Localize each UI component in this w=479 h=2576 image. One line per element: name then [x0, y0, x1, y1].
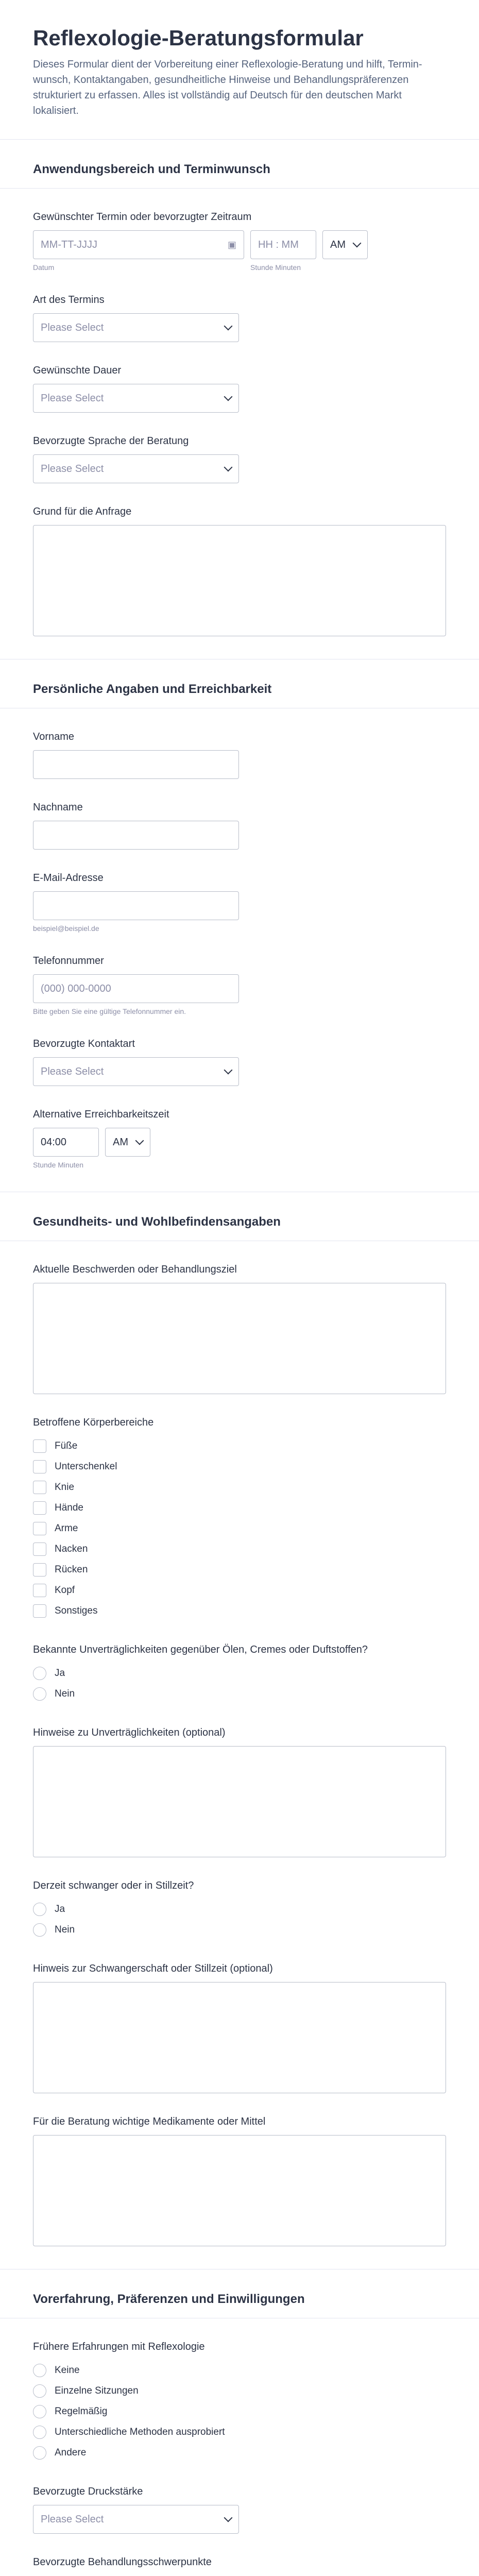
schwanger-hinweis-label: Hinweis zur Schwangerschaft oder Stillzeit (optional) — [33, 1963, 273, 1975]
option-label: Ja — [55, 1668, 65, 1679]
checkbox[interactable] — [33, 1543, 46, 1556]
radio-button[interactable] — [33, 1687, 46, 1701]
checkbox-option[interactable] — [33, 1518, 446, 1539]
dauer-label: Gewünschte Dauer — [33, 365, 122, 377]
erreichbarkeit-ampm: AM — [113, 1136, 128, 1148]
radio-option[interactable] — [33, 2422, 446, 2443]
radio-button[interactable] — [33, 2384, 46, 2398]
appointment-label: Gewünschter Termin oder bevorzugter Zeitraum — [33, 211, 252, 223]
unvertraeglich-hinweis-label: Hinweise zu Unverträglichkeiten (optional) — [33, 1727, 226, 1739]
dauer-select[interactable] — [33, 384, 239, 413]
option-label: Knie — [55, 1482, 75, 1493]
option-label: Hände — [55, 1502, 83, 1514]
time-sublabel: Stunde Minuten — [250, 263, 301, 272]
kontakt-label: Bevorzugte Kontaktart — [33, 1038, 135, 1050]
unvertraeglich-hinweis-field — [0, 1727, 479, 1857]
radio-button[interactable] — [33, 2364, 46, 2377]
radio-option[interactable] — [33, 1920, 446, 1940]
checkbox-option[interactable] — [33, 1498, 446, 1518]
erfahrung-field — [0, 2341, 479, 2463]
option-label: Rücken — [55, 1564, 88, 1575]
checkbox[interactable] — [33, 1501, 46, 1515]
koerper-label: Betroffene Körperbereiche — [33, 1417, 154, 1429]
sprache-field — [0, 435, 479, 483]
appointment-field — [0, 211, 479, 272]
erreichbarkeit-time: 04:00 — [41, 1136, 67, 1148]
unvertraeglich-field — [0, 1644, 479, 1704]
radio-button[interactable] — [33, 1903, 46, 1916]
chevron-down-icon — [224, 322, 233, 331]
option-label: Unterschenkel — [55, 1461, 117, 1472]
beschwerden-field — [0, 1264, 479, 1394]
radio-button[interactable] — [33, 2426, 46, 2439]
checkbox[interactable] — [33, 1563, 46, 1577]
nachname-field — [0, 802, 479, 850]
nachname-input[interactable] — [33, 821, 239, 850]
radio-option[interactable] — [33, 1899, 446, 1920]
telefon-field — [0, 955, 479, 1015]
section-heading-3: Gesundheits- und Wohlbefindensangaben — [33, 1215, 281, 1229]
dauer-placeholder: Please Select — [41, 392, 104, 404]
art-field — [0, 294, 479, 342]
vorname-field — [0, 731, 479, 779]
druck-placeholder: Please Select — [41, 2513, 104, 2525]
erreichbarkeit-label: Alternative Erreichbarkeitszeit — [33, 1109, 169, 1121]
chevron-down-icon — [224, 1066, 233, 1075]
erreichbarkeit-sublabel: Stunde Minuten — [33, 1161, 84, 1170]
kontakt-select[interactable] — [33, 1057, 239, 1086]
option-label: Ja — [55, 1904, 65, 1915]
grund-textarea[interactable] — [33, 525, 446, 636]
schwanger-hinweis-field — [0, 1963, 479, 2093]
option-label: Einzelne Sitzungen — [55, 2385, 139, 2397]
email-sublabel: beispiel@beispiel.de — [33, 924, 99, 933]
ampm-select[interactable] — [322, 230, 368, 259]
ampm-value: AM — [330, 239, 346, 250]
email-field — [0, 872, 479, 933]
vorname-label: Vorname — [33, 731, 75, 743]
section-heading-2: Persönliche Angaben und Erreichbarkeit — [33, 682, 272, 697]
schwanger-field — [0, 1880, 479, 1940]
time-placeholder: HH : MM — [258, 239, 299, 250]
telefon-input[interactable] — [33, 974, 239, 1003]
kontakt-field — [0, 1038, 479, 1086]
grund-field — [0, 506, 479, 636]
email-input[interactable] — [33, 891, 239, 920]
option-label: Arme — [55, 1523, 78, 1534]
medikamente-field — [0, 2116, 479, 2246]
email-label: E-Mail-Adresse — [33, 872, 104, 884]
checkbox[interactable] — [33, 1439, 46, 1453]
option-label: Nein — [55, 1688, 75, 1700]
druck-field — [0, 2486, 479, 2534]
chevron-down-icon — [135, 1137, 144, 1145]
checkbox-option[interactable] — [33, 1539, 446, 1560]
checkbox-option[interactable] — [33, 1477, 446, 1498]
checkbox[interactable] — [33, 1604, 46, 1618]
section-divider — [0, 188, 479, 189]
druck-label: Bevorzugte Druckstärke — [33, 2486, 143, 2498]
checkbox-option[interactable] — [33, 1436, 446, 1456]
option-label: Sonstiges — [55, 1605, 98, 1617]
radio-option[interactable] — [33, 2360, 446, 2381]
option-label: Regelmäßig — [55, 2406, 108, 2417]
sprache-label: Bevorzugte Sprache der Beratung — [33, 435, 189, 447]
schwerpunkte-label: Bevorzugte Behandlungsschwerpunkte — [33, 2556, 212, 2568]
chevron-down-icon — [224, 393, 233, 401]
option-label: Andere — [55, 2447, 87, 2459]
checkbox-option[interactable] — [33, 1560, 446, 1580]
checkbox[interactable] — [33, 1481, 46, 1494]
telefon-sublabel: Bitte geben Sie eine gültige Telefonnummer ein. — [33, 1007, 186, 1016]
checkbox-option[interactable] — [33, 1456, 446, 1477]
telefon-placeholder: (000) 000-0000 — [41, 982, 111, 994]
date-placeholder: MM-TT-JJJJ — [41, 239, 97, 250]
unvertraeglich-label: Bekannte Unverträglichkeiten gegenüber Ölen, Cremes oder Duftstoffen? — [33, 1644, 368, 1656]
checkbox[interactable] — [33, 1584, 46, 1597]
calendar-icon[interactable]: ▣ — [227, 239, 236, 250]
sprache-placeholder: Please Select — [41, 463, 104, 474]
erreichbarkeit-time-input[interactable] — [33, 1128, 99, 1157]
erfahrung-label: Frühere Erfahrungen mit Reflexologie — [33, 2341, 205, 2353]
medikamente-label: Für die Beratung wichtige Medikamente oder Mittel — [33, 2116, 266, 2128]
checkbox[interactable] — [33, 1522, 46, 1535]
chevron-down-icon — [224, 2514, 233, 2522]
chevron-down-icon — [353, 239, 362, 248]
dauer-field — [0, 365, 479, 413]
druck-select[interactable] — [33, 2505, 239, 2534]
erreichbarkeit-ampm-select[interactable] — [105, 1128, 150, 1157]
telefon-label: Telefonnummer — [33, 955, 104, 967]
koerper-field — [0, 1417, 479, 1621]
schwerpunkte-field — [0, 2556, 479, 2576]
section-heading-1: Anwendungsbereich und Terminwunsch — [33, 162, 270, 177]
form-title: Reflexologie-Beratungsformular — [33, 26, 364, 50]
schwanger-hinweis-textarea[interactable] — [33, 1982, 446, 2093]
schwanger-label: Derzeit schwanger oder in Stillzeit? — [33, 1880, 194, 1892]
medikamente-textarea[interactable] — [33, 2135, 446, 2246]
erreichbarkeit-field — [0, 1109, 479, 1169]
grund-label: Grund für die Anfrage — [33, 506, 132, 518]
radio-option[interactable] — [33, 1684, 446, 1704]
vorname-input[interactable] — [33, 750, 239, 779]
beschwerden-label: Aktuelle Beschwerden oder Behandlungsziel — [33, 1264, 237, 1276]
chevron-down-icon — [224, 463, 233, 472]
date-sublabel: Datum — [33, 263, 55, 272]
beschwerden-textarea[interactable] — [33, 1283, 446, 1394]
radio-button[interactable] — [33, 1667, 46, 1680]
radio-button[interactable] — [33, 1923, 46, 1937]
option-label: Nein — [55, 1924, 75, 1936]
nachname-label: Nachname — [33, 802, 83, 814]
option-label: Nacken — [55, 1544, 88, 1555]
radio-button[interactable] — [33, 2405, 46, 2418]
time-input[interactable] — [250, 230, 316, 259]
option-label: Kopf — [55, 1585, 75, 1596]
radio-option[interactable] — [33, 2443, 446, 2463]
sprache-select[interactable] — [33, 454, 239, 483]
checkbox[interactable] — [33, 1460, 46, 1473]
option-label: Füße — [55, 1440, 78, 1452]
form-header — [0, 0, 479, 140]
date-input[interactable] — [33, 230, 244, 259]
radio-option[interactable] — [33, 2381, 446, 2401]
art-label: Art des Termins — [33, 294, 105, 306]
checkbox-option[interactable] — [33, 1580, 446, 1601]
unvertraeglich-hinweis-textarea[interactable] — [33, 1746, 446, 1857]
section-heading-4: Vorerfahrung, Präferenzen und Einwilligungen — [33, 2292, 305, 2307]
option-label: Keine — [55, 2365, 80, 2376]
art-placeholder: Please Select — [41, 321, 104, 333]
form-description: Dieses Formular dient der Vorbereitung einer Reflexologie-Beratung und hilft, Terminwunsch, Kontaktangaben, gesundheitliche Hinweise und Behandlungspräferenzen strukturiert zu erfassen. Alles ist vollständig auf Deutsch für den deutschen Markt lokalisiert. — [33, 59, 422, 117]
option-label: Unterschiedliche Methoden ausprobiert — [55, 2427, 225, 2438]
radio-option[interactable] — [33, 2401, 446, 2422]
kontakt-placeholder: Please Select — [41, 1065, 104, 1077]
art-select[interactable] — [33, 313, 239, 342]
checkbox-option[interactable] — [33, 1601, 446, 1621]
radio-option[interactable] — [33, 1663, 446, 1684]
radio-button[interactable] — [33, 2446, 46, 2460]
